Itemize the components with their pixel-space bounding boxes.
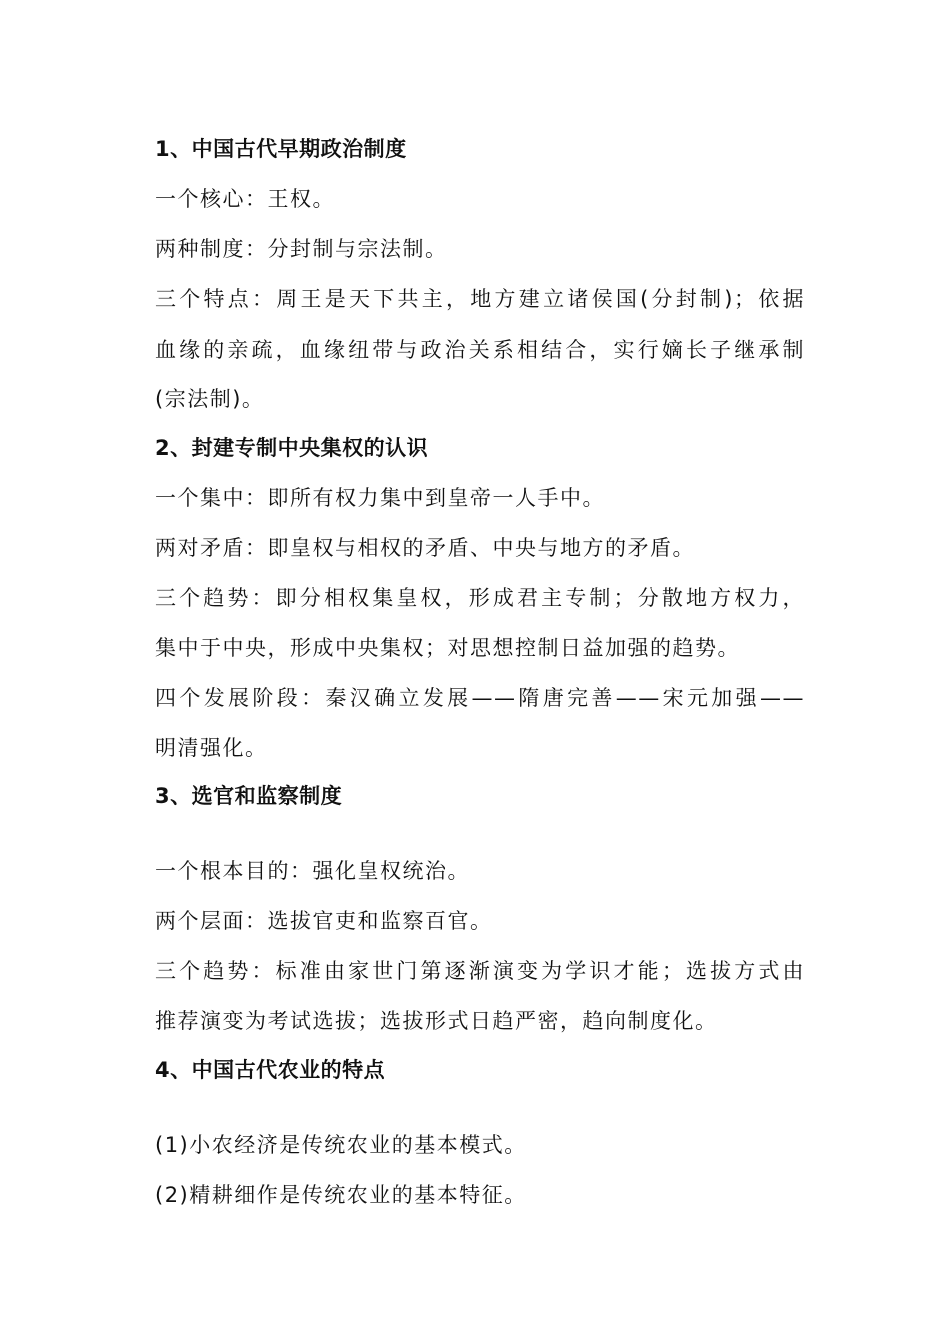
paragraph-line: 集中于中央，形成中央集权；对思想控制日益加强的趋势。 (155, 636, 740, 660)
paragraph-line: 明清强化。 (155, 736, 268, 760)
paragraph-line: 三个趋势：标准由家世门第逐渐演变为学识才能；选拔方式由 (155, 959, 805, 983)
paragraph-line: 三个特点：周王是天下共主，地方建立诸侯国(分封制)；依据 (155, 287, 805, 311)
paragraph-line: 推荐演变为考试选拔；选拔形式日趋严密，趋向制度化。 (155, 1009, 718, 1033)
paragraph-line: 一个核心：王权。 (155, 187, 335, 211)
section-heading: 1、中国古代早期政治制度 (155, 137, 407, 161)
paragraph-line: 四个发展阶段：秦汉确立发展——隋唐完善——宋元加强—— (155, 686, 805, 710)
paragraph-line: (宗法制)。 (155, 387, 265, 411)
paragraph-line: (2)精耕细作是传统农业的基本特征。 (155, 1183, 527, 1207)
paragraph-line: 三个趋势：即分相权集皇权，形成君主专制；分散地方权力， (155, 586, 805, 610)
paragraph-line: 两个层面：选拔官吏和监察百官。 (155, 909, 493, 933)
paragraph-line: 两对矛盾：即皇权与相权的矛盾、中央与地方的矛盾。 (155, 536, 695, 560)
paragraph-line: 两种制度：分封制与宗法制。 (155, 237, 448, 261)
section-heading: 3、选官和监察制度 (155, 784, 343, 808)
section-heading: 2、封建专制中央集权的认识 (155, 436, 429, 460)
paragraph-line: 一个集中：即所有权力集中到皇帝一人手中。 (155, 486, 605, 510)
paragraph-line: 一个根本目的：强化皇权统治。 (155, 859, 470, 883)
paragraph-line: 血缘的亲疏，血缘纽带与政治关系相结合，实行嫡长子继承制 (155, 338, 805, 362)
paragraph-line: (1)小农经济是传统农业的基本模式。 (155, 1133, 527, 1157)
section-heading: 4、中国古代农业的特点 (155, 1058, 386, 1082)
